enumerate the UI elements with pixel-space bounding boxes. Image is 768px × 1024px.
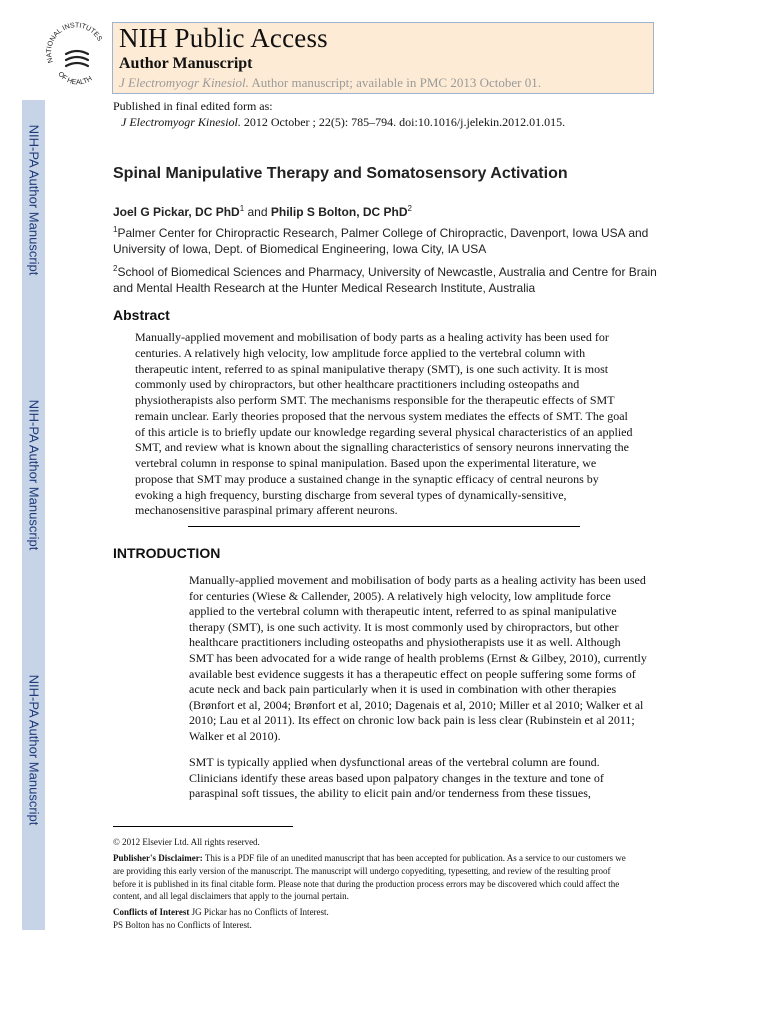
abstract-heading: Abstract [113, 307, 170, 323]
svg-text:OF HEALTH [56, 71, 93, 87]
side-label-1: NIH-PA Author Manuscript [26, 124, 41, 276]
nih-logo [44, 18, 110, 94]
abstract-text: Manually-applied movement and mobilisation of body parts as a healing activity has been used for centuries. A relatively high velocity, low amplitude force applied to the vertebral column with therapeutic intent, referred to as spinal manipulative therapy (SMT), is one such activity. It is most commonly used by chiropractors, but other healthcare practitioners including osteopaths and physiotherapists also perform SMT. The mechanisms responsible for the therapeutic effects of SMT remain unclear. Early theories proposed that the nervous system mediates the effects of SMT. The goal of this article is to briefly update our knowledge regarding several physical characteristics of an applied SMT, and review what is known about the signalling characteristics of sensory neurons innervating the vertebral column in response to spinal manipulation. Based upon the experimental literature, we propose that SMT may produce a sustained change in the synaptic efficacy of central neurons by evoking a high frequency, bursting discharge from several types of dynamically-sensitive, mechanosensitive paraspinal primary afferent neurons. [135, 330, 633, 518]
intro-paragraph-1: Manually-applied movement and mobilisation of body parts as a healing activity has been used for centuries (Wiese & Callender, 2005). A relatively high velocity, low amplitude force applied to the vertebral column with therapeutic intent, referred to as spinal manipulative therapy (SMT), is one such activity. It is most commonly used by chiropractors, but other healthcare practitioners including osteopaths and physiotherapists use it as well. Although SMT has been advocated for a wide range of health problems (Ernst & Gilbey, 2010), currently available best evidence suggests it has a therapeutic effect on people suffering some forms of acute neck and back pain particularly when it is used in combination with other therapies (Brønfort et al, 2004; Brønfort et al, 2010; Dagenais et al, 2010; Miller et al 2010; Walker et al 2010; Lau et al 2011). Its effect on chronic low back pain is less clear (Rubinstein et al 2011; Walker et al 2010). [189, 573, 647, 743]
publisher-disclaimer: Publisher's Disclaimer: This is a PDF file of an unedited manuscript that has been accepted for publication. As a service to our customers we are providing this early version of the manuscript. The manuscript will undergo copyediting, typesetting, and review of the resulting proof before it is published in its final citable form. Please note that during the production process errors may be discovered which could affect the content, and all legal disclaimers that apply to the journal pertain. [113, 853, 626, 902]
logo-text-bottom: OF HEALTH [56, 70, 94, 87]
availability-line: J Electromyogr Kinesiol. Author manuscript; available in PMC 2013 October 01. [119, 75, 541, 90]
header-box [112, 22, 654, 94]
abstract-divider [188, 526, 580, 527]
conflicts-of-interest-2: PS Bolton has no Conflicts of Interest. [113, 920, 252, 930]
side-label-2: NIH-PA Author Manuscript [26, 399, 41, 551]
affiliation-1: $^1$Palmer Center for Chiropractic Research, Palmer College of Chiropractic, Davenport, Iowa USA and University of Iowa, Dept. of Biomedical Engineering, Iowa City, IA USA [113, 225, 649, 256]
copyright-note: © 2012 Elsevier Ltd. All rights reserved. [113, 837, 260, 847]
nih-public-access-title: NIH Public Access [119, 23, 328, 53]
introduction-heading: INTRODUCTION [113, 545, 221, 561]
citation: J Electromyogr Kinesiol. 2012 October ; 22(5): 785–794. doi:10.1016/j.jelekin.2012.01.015. [121, 115, 566, 129]
footnote-divider [113, 826, 293, 827]
intro-paragraph-2: SMT is typically applied when dysfunctional areas of the vertebral column are found. Clinicians identify these areas based upon palpatory changes in the texture and tone of paraspinal soft tissues, the ability to elicit pain and/or tenderness from these tissues, [189, 755, 604, 801]
affiliation-2: $^2$School of Biomedical Sciences and Pharmacy, University of Newcastle, Australia and Centre for Brain and Mental Health Research at the Hunter Medical Research Institute, Australia [113, 264, 657, 295]
author-manuscript-label: Author Manuscript [119, 55, 253, 72]
author-list: Joel G Pickar, DC PhD$^1$ and Philip S Bolton, DC PhD$^2$ [113, 204, 412, 219]
published-in-label: Published in final edited form as: [113, 99, 273, 113]
side-label-3: NIH-PA Author Manuscript [26, 674, 41, 826]
conflicts-of-interest: Conflicts of Interest JG Pickar has no Conflicts of Interest. [113, 907, 329, 917]
logo-text-top: NATIONAL INSTITUTES [45, 22, 103, 64]
article-title: Spinal Manipulative Therapy and Somatosensory Activation [113, 165, 568, 182]
